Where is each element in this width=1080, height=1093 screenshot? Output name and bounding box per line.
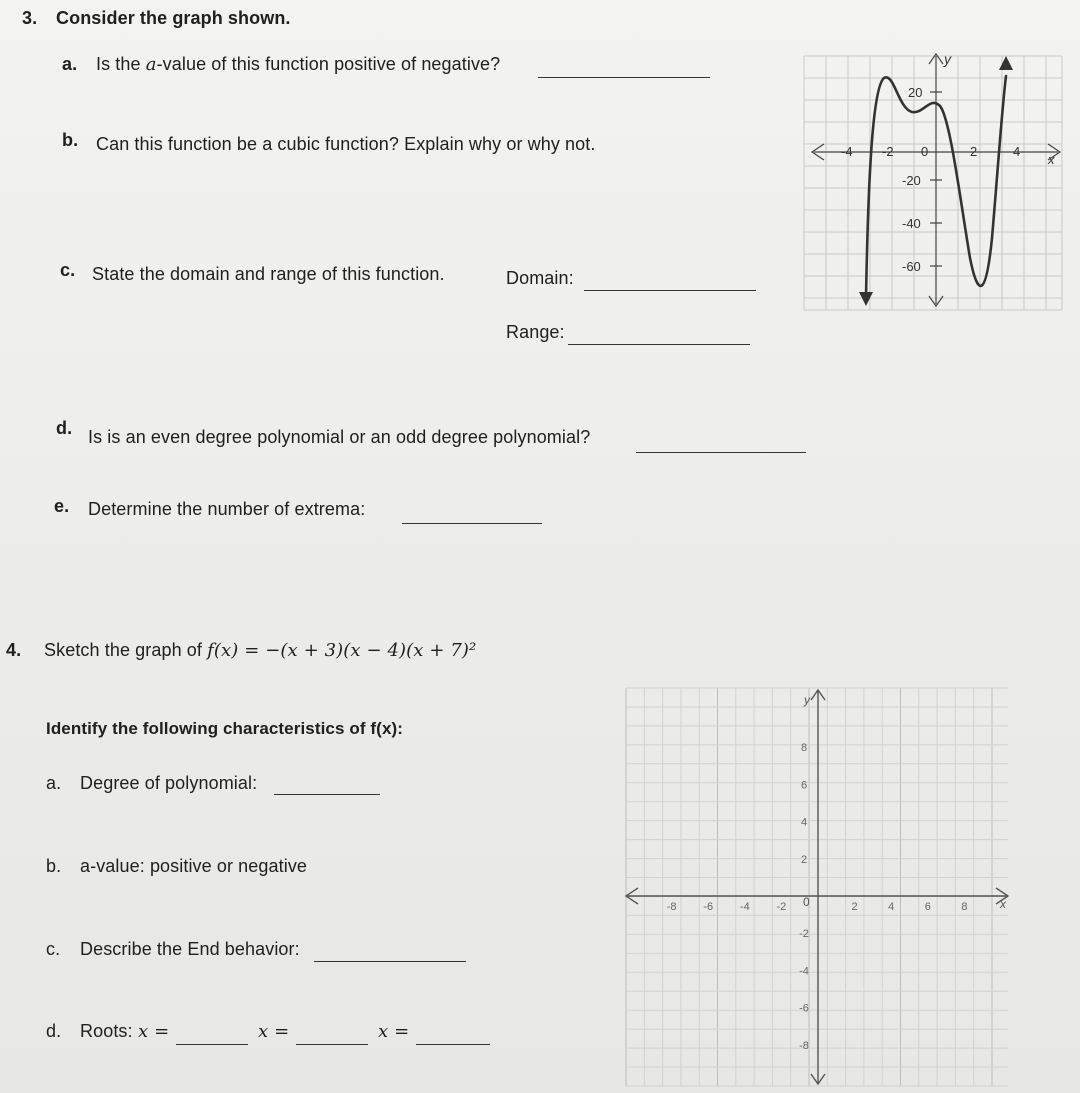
q4-y-tick: 8 [800,742,808,755]
q4d-root-label-3: x = [378,1021,410,1042]
q3-x-tick: 4 [1013,144,1021,159]
q4-graph[interactable] [620,684,1010,1088]
q3c-question: State the domain and range of this function. [92,264,445,284]
q4-identify-heading: Identify the following characteristics of f(x): [46,719,404,738]
q3-curve-bottom-arrow [859,292,873,306]
q3-y-tick: -60 [902,259,921,274]
q3b-question: Can this function be a cubic function? Explain why or why not. [96,134,596,154]
q4-x-tick: 6 [924,901,931,913]
q3b-letter: b. [62,130,79,150]
q3d-answer-blank[interactable] [636,452,806,453]
q3e-question: Determine the number of extrema: [88,499,366,519]
q4-x-tick: 8 [961,901,968,913]
q4b-letter: b. [46,856,62,876]
q4d-root-label-1: x = [138,1021,170,1042]
q3-y-tick: 20 [908,85,923,100]
q4a-answer-blank[interactable] [274,794,380,795]
q4-y-tick: 2 [800,853,808,866]
q4-function: f(x) = −(x + 3)(x − 4)(x + 7)² [207,640,477,661]
q3-x-tick: 2 [970,144,978,159]
q4-x-tick: -2 [776,901,787,913]
q3-curve-top-arrow [999,56,1013,70]
q4d-label: Roots: [80,1021,133,1041]
q3-number: 3. [22,8,38,28]
q3c-domain-blank[interactable] [584,290,756,291]
q4d-root-label-2: x = [258,1021,290,1042]
q3a-letter: a. [62,54,78,74]
q3d-question: Is is an even degree polynomial or an odd degree polynomial? [88,427,591,447]
q4d-letter: d. [46,1021,62,1041]
q3-y-tick: -20 [902,173,921,188]
q4-x-label: x [1000,897,1006,911]
q3c-range-blank[interactable] [568,344,750,345]
q3-x-label: x [1048,152,1055,167]
q3-graph [800,48,1064,314]
q4d-root-blank-1[interactable] [176,1044,248,1045]
q4-y-tick: 6 [800,779,808,792]
q4b-question: a-value: positive or negative [80,856,308,876]
q4-x-tick: 2 [851,901,858,913]
q3-x-tick: 0 [921,144,929,159]
q3a-question: Is the a-value of this function positive of negative? [96,54,501,75]
q4d-root-blank-2[interactable] [296,1044,368,1045]
q4c-question: Describe the End behavior: [80,939,300,959]
q3-y-label: y [944,51,951,67]
q4-y-tick: -2 [799,928,809,941]
q3e-answer-blank[interactable] [402,523,542,524]
q4-y-tick: 4 [800,816,808,829]
q4-y-tick: -6 [799,1002,809,1015]
q3d-letter: d. [56,418,73,438]
q4-y-tick: -8 [799,1039,809,1052]
q3-grid [804,56,1062,310]
q3e-letter: e. [54,496,70,516]
q3c-domain-label: Domain: [506,268,574,288]
q4-x-tick: 4 [888,901,895,913]
q3a-answer-blank[interactable] [538,77,710,78]
q3-y-tick: -40 [902,216,921,231]
q4d-root-blank-3[interactable] [416,1044,490,1045]
q4c-letter: c. [46,939,61,959]
q3-title: Consider the graph shown. [56,8,291,28]
q4-x-tick: -6 [703,901,714,913]
q4-x-tick: -4 [739,901,750,913]
q3-x-tick: -2 [882,144,894,159]
q4-number: 4. [6,640,22,660]
q4c-answer-blank[interactable] [314,961,466,962]
q3c-letter: c. [60,260,76,280]
q4-y-label: y [804,693,810,707]
q4-prompt: Sketch the graph of f(x) = −(x + 3)(x − 4)(x + 7)² [44,640,477,661]
q3-x-tick: -4 [841,144,853,159]
q4a-question: Degree of polynomial: [80,773,258,793]
q3c-range-label: Range: [506,322,565,342]
q4-grid [626,688,1008,1086]
q4-origin-label: 0 [803,895,810,909]
q4-y-tick: -4 [799,965,809,978]
q4a-letter: a. [46,773,62,793]
q4-x-tick: -8 [666,901,677,913]
